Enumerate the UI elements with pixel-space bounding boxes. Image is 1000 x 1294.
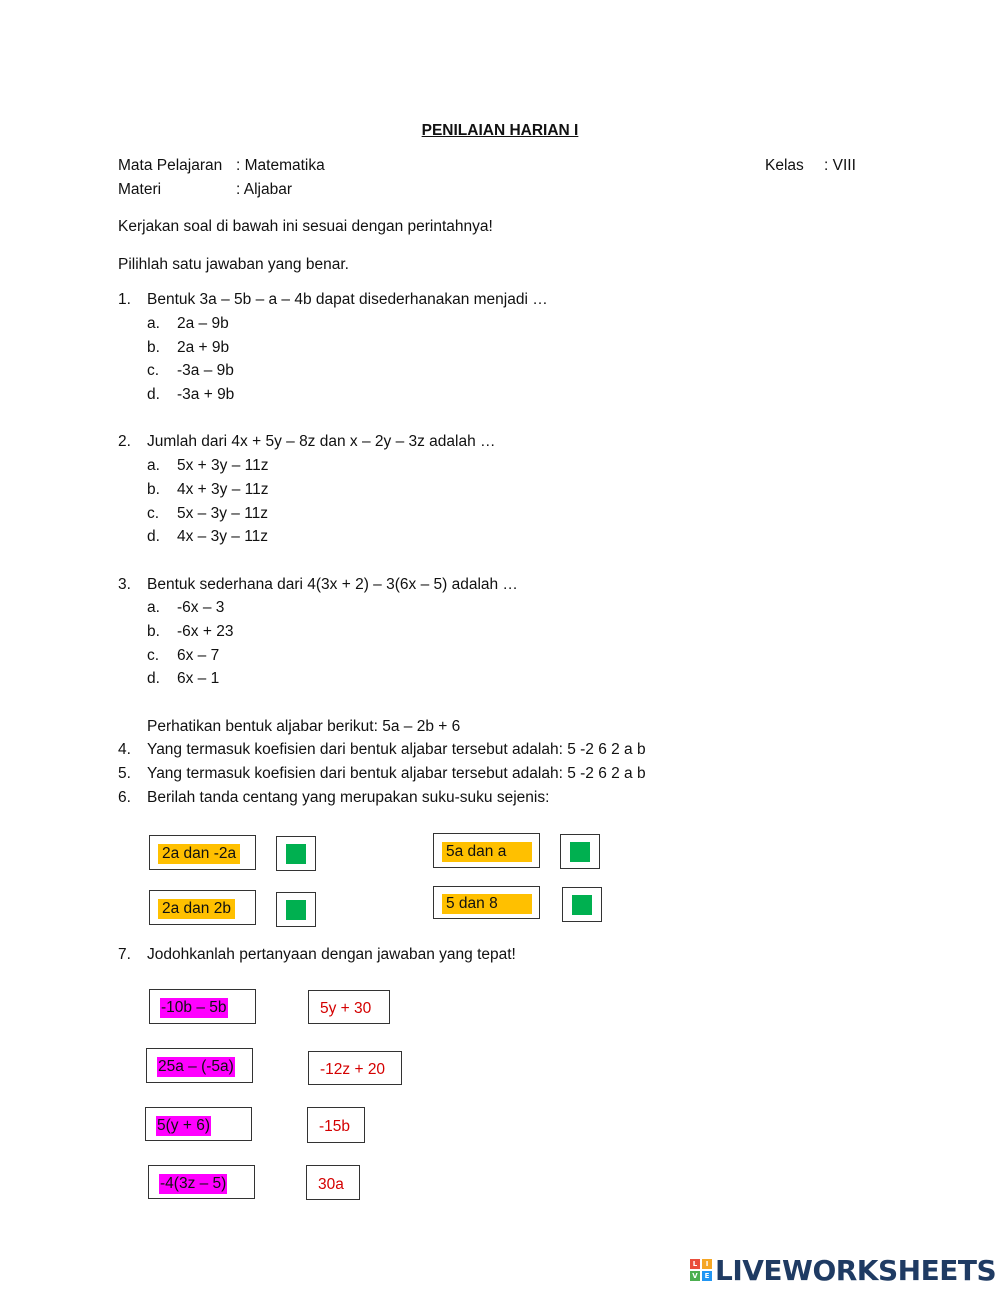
option-letter: a. xyxy=(147,457,160,474)
logo-icon-letter: E xyxy=(702,1271,712,1281)
option-letter: b. xyxy=(147,339,160,356)
option-text: 5x – 3y – 11z xyxy=(177,505,269,522)
option-text: -3a + 9b xyxy=(177,386,235,403)
match-question-label: 25a – (-5a) xyxy=(158,1058,234,1075)
instruction-text: Kerjakan soal di bawah ini sesuai dengan perintahnya! xyxy=(118,218,493,235)
option-letter: c. xyxy=(147,505,160,522)
checkbox[interactable] xyxy=(560,834,600,869)
option-text: 2a + 9b xyxy=(177,339,230,356)
term-pair-label: 2a dan 2b xyxy=(158,899,235,919)
question-number: 7. xyxy=(118,946,131,963)
note-text: Perhatikan bentuk aljabar berikut: 5a – 2b + 6 xyxy=(147,718,461,735)
option-text: 4x + 3y – 11z xyxy=(177,481,269,498)
option-letter: c. xyxy=(147,362,160,379)
logo-icon-letter: I xyxy=(702,1259,712,1269)
option-letter: d. xyxy=(147,528,160,545)
option-text: 2a – 9b xyxy=(177,315,229,332)
match-question-label: 5(y + 6) xyxy=(157,1117,210,1134)
question-text: Bentuk sederhana dari 4(3x + 2) – 3(6x – 5) adalah … xyxy=(147,576,518,593)
option-letter: d. xyxy=(147,386,160,403)
option-text: 4x – 3y – 11z xyxy=(177,528,269,545)
question-text: Jodohkanlah pertanyaan dengan jawaban yang tepat! xyxy=(147,946,516,963)
option-letter: b. xyxy=(147,481,160,498)
class-value: : VIII xyxy=(824,157,856,174)
material-value: : Aljabar xyxy=(236,181,293,198)
match-answer-label: 5y + 30 xyxy=(320,1000,372,1017)
match-answer-label: -15b xyxy=(319,1118,351,1135)
option-text: 6x – 7 xyxy=(177,647,220,664)
option-text: -6x + 23 xyxy=(177,623,234,640)
logo-icon-letter: V xyxy=(690,1271,700,1281)
option-text: 5x + 3y – 11z xyxy=(177,457,269,474)
logo-icon xyxy=(690,1259,712,1281)
question-number: 5. xyxy=(118,765,131,782)
match-question-label: -4(3z – 5) xyxy=(160,1175,227,1192)
material-label: Materi xyxy=(118,181,162,198)
checkbox-fill xyxy=(286,900,306,920)
match-answer-label: 30a xyxy=(318,1176,344,1193)
option-text: -3a – 9b xyxy=(177,362,234,379)
page-title: PENILAIAN HARIAN I xyxy=(421,122,579,139)
checkbox[interactable] xyxy=(276,892,316,927)
option-text: 6x – 1 xyxy=(177,670,220,687)
liveworksheets-logo xyxy=(690,1253,996,1287)
term-pair-label: 5a dan a xyxy=(442,842,532,862)
option-letter: b. xyxy=(147,623,160,640)
question-text: Bentuk 3a – 5b – a – 4b dapat disederhanakan menjadi … xyxy=(147,291,548,308)
option-letter: a. xyxy=(147,599,160,616)
logo-icon-letter: L xyxy=(690,1259,700,1269)
checkbox-fill xyxy=(286,844,306,864)
class-label: Kelas xyxy=(765,157,804,174)
checkbox[interactable] xyxy=(562,887,602,922)
option-letter: c. xyxy=(147,647,160,664)
subject-label: Mata Pelajaran xyxy=(118,157,223,174)
instruction-text: Pilihlah satu jawaban yang benar. xyxy=(118,256,349,273)
checkbox-fill xyxy=(570,842,590,862)
question-number: 4. xyxy=(118,741,131,758)
question-text: Berilah tanda centang yang merupakan suku-suku sejenis: xyxy=(147,789,550,806)
question-number: 1. xyxy=(118,291,131,308)
question-number: 2. xyxy=(118,433,131,450)
match-answer-label: -12z + 20 xyxy=(320,1061,386,1078)
option-text: -6x – 3 xyxy=(177,599,225,616)
match-question-label: -10b – 5b xyxy=(161,999,227,1016)
logo-text: LIVEWORKSHEETS xyxy=(715,1253,997,1287)
question-text: Jumlah dari 4x + 5y – 8z dan x – 2y – 3z adalah … xyxy=(147,433,496,450)
subject-value: : Matematika xyxy=(236,157,325,174)
question-text: Yang termasuk koefisien dari bentuk aljabar tersebut adalah: 5 -2 6 2 a b xyxy=(147,765,646,782)
question-number: 6. xyxy=(118,789,131,806)
question-number: 3. xyxy=(118,576,131,593)
option-letter: a. xyxy=(147,315,160,332)
option-letter: d. xyxy=(147,670,160,687)
term-pair-label: 5 dan 8 xyxy=(442,894,532,914)
term-pair-label: 2a dan -2a xyxy=(158,844,240,864)
checkbox[interactable] xyxy=(276,836,316,871)
question-text: Yang termasuk koefisien dari bentuk aljabar tersebut adalah: 5 -2 6 2 a b xyxy=(147,741,646,758)
checkbox-fill xyxy=(572,895,592,915)
